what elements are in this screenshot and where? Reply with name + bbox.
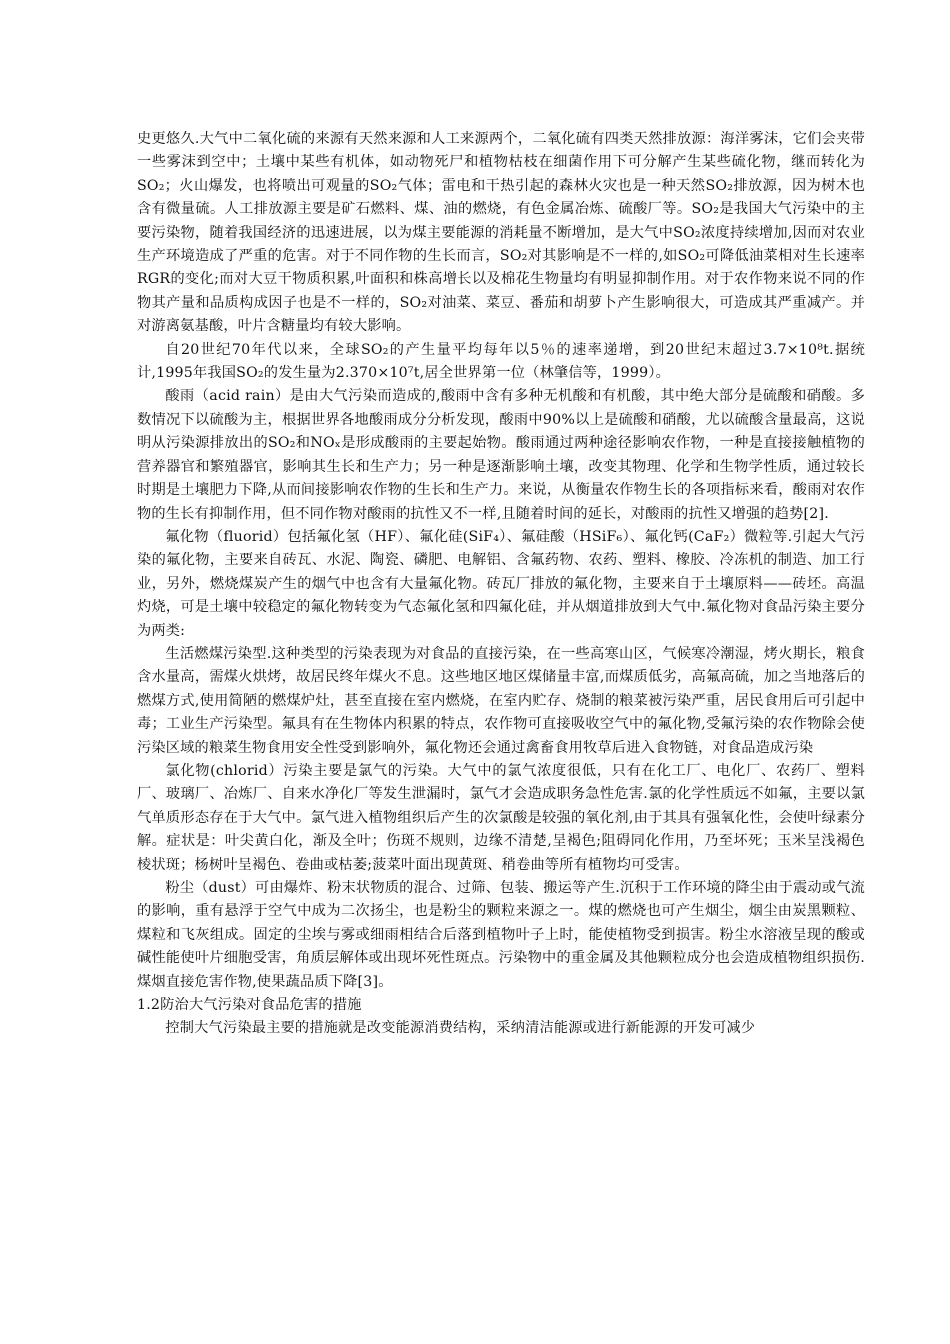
paragraph-dust: 粉尘（dust）可由爆炸、粉末状物质的混合、过筛、包装、搬运等产生.沉积于工作环境的降尘由于震动或气流的影响，重有悬浮于空气中成为二次扬尘，也是粉尘的颗粒来源之一。煤的燃烧也可产生烟尘，烟尘由炭黑颗粒、煤粒和飞灰组成。固定的尘埃与雾或细雨相结合后落到植物叶子上时，能使植物受到损害。粉尘水溶液呈现的酸或碱性能使叶片细胞受害，角质层解体或出现坏死性斑点。污染物中的重金属及其他颗粒成分也会造成植物组织损伤.煤烟直接危害作物,使果蔬品质下降[3]。 (137, 880, 865, 990)
paragraph-so2-sources: 史更悠久.大气中二氧化硫的来源有天然来源和人工来源两个，二氧化硫有四类天然排放源：海洋雾沫，它们会夹带一些雾沫到空中；土壤中某些有机体，如动物死尸和植物枯枝在细菌作用下可分解产生某些硫化物，继而转化为SO₂；火山爆发，也将喷出可观量的SO₂气体；雷电和干热引起的森林火灾也是一种天然SO₂排放源，因为树木也含有微量硫。人工排放源主要是矿石燃料、煤、油的燃烧，有色金属冶炼、硫酸厂等。SO₂是我国大气污染中的主要污染物，随着我国经济的迅速进展，以为煤主要能源的消耗量不断增加，是大气中SO₂浓度持续增加,因而对农业生产环境造成了严重的危害。对于不同作物的生长而言，SO₂对其影响是不一样的,如SO₂可降低油菜相对生长速率RGR的变化;而对大豆干物质积累,叶面积和株高增长以及棉花生物量均有明显抑制作用。对于农作物来说不同的作物其产量和品质构成因子也是不一样的，SO₂对油菜、菜豆、番茄和胡萝卜产生影响很大，可造成其严重减产。并对游离氨基酸，叶片含糖量均有较大影响。 (137, 131, 865, 335)
paragraph-acid-rain: 酸雨（acid rain）是由大气污染而造成的,酸雨中含有多种无机酸和有机酸，其中绝大部分是硫酸和硝酸。多数情况下以硫酸为主，根据世界各地酸雨成分分析发现，酸雨中90%以上是硫酸和硝酸，尤以硫酸含量最高，这说明从污染源排放出的SO₂和NOₓ是形成酸雨的主要起始物。酸雨通过两种途径影响农作物，一种是直接接触植物的营养器官和繁殖器官，影响其生长和生产力；另一种是逐渐影响土壤，改变其物理、化学和生物学性质，通过较长时期是土壤肥力下降,从而间接影响农作物的生长和生产力。来说，从衡量农作物生长的各项指标来看，酸雨对农作物的生长有抑制作用，但不同作物对酸雨的抗性又不一样,且随着时间的延长，对酸雨的抗性又增强的趋势[2]. (137, 388, 865, 522)
paragraph-coal-pollution: 生活燃煤污染型.这种类型的污染表现为对食品的直接污染，在一些高寒山区，气候寒冷潮湿，烤火期长，粮食含水量高，需煤火烘烤，故居民终年煤火不息。这些地区地区煤储量丰富,而煤质低劣，高氟高硫，加之当地落后的燃煤方式,使用简陋的燃煤炉灶，甚至直接在室内燃烧，在室内贮存、烧制的粮菜被污染严重，居民食用后可引起中毒；工业生产污染型。氟具有在生物体内积累的特点，农作物可直接吸收空气中的氟化物,受氟污染的农作物除会使污染区域的粮菜生物食用安全性受到影响外，氟化物还会通过禽畜食用牧草后进入食物链，对食品造成污染 (137, 645, 865, 756)
paragraph-chloride: 氯化物(chlorid）污染主要是氯气的污染。大气中的氯气浓度很低，只有在化工厂、电化厂、农药厂、塑料厂、玻璃厂、冶炼厂、自来水净化厂等发生泄漏时，氯气才会造成职务急性危害.氯的化学性质远不如氟，主要以氯气单质形态存在于大气中。氯气进入植物组织后产生的次氯酸是较强的氧化剂,由于其具有强氧化性，会使叶绿素分解。症状是：叶尖黄白化，渐及全叶；伤斑不规则，边缘不清楚,呈褐色;阻碍同化作用，乃至坏死；玉米呈浅褐色棱状斑；杨树叶呈褐色、卷曲或枯萎;菠菜叶面出现黄斑、稍卷曲等所有植物均可受害。 (137, 762, 865, 873)
section-heading: 1.2防治大气污染对食品危害的措施 (137, 997, 362, 1014)
paragraph-so2-growth: 自20世纪70年代以来，全球SO₂的产生量平均每年以5％的速率递增，到20世纪末超过3.7×10⁸t.据统计,1995年我国SO₂的发生量为2.370×10⁷t,居全世界第一位（林肇信等，1999）。 (137, 341, 865, 382)
document-body (137, 128, 865, 1041)
paragraph-fluoride: 氟化物（fluorid）包括氟化氢（HF）、氟化硅(SiF₄）、氟硅酸（HSiF₆）、氟化钙(CaF₂）微粒等.引起大气污染的氟化物，主要来自砖瓦、水泥、陶瓷、磷肥、电解铝、含氟药物、农药、塑料、橡胶、冷冻机的制造、加工行业，另外，燃烧煤炭产生的烟气中也含有大量氟化物。砖瓦厂排放的氟化物，主要来自于土壤原料——砖坯。高温灼烧，可是土壤中较稳定的氟化物转变为气态氟化氢和四氟化硅，并从烟道排放到大气中.氟化物对食品污染主要分为两类: (137, 528, 865, 639)
paragraph-measures: 控制大气污染最主要的措施就是改变能源消费结构，采纳清洁能源或进行新能源的开发可减少 (165, 1020, 756, 1037)
